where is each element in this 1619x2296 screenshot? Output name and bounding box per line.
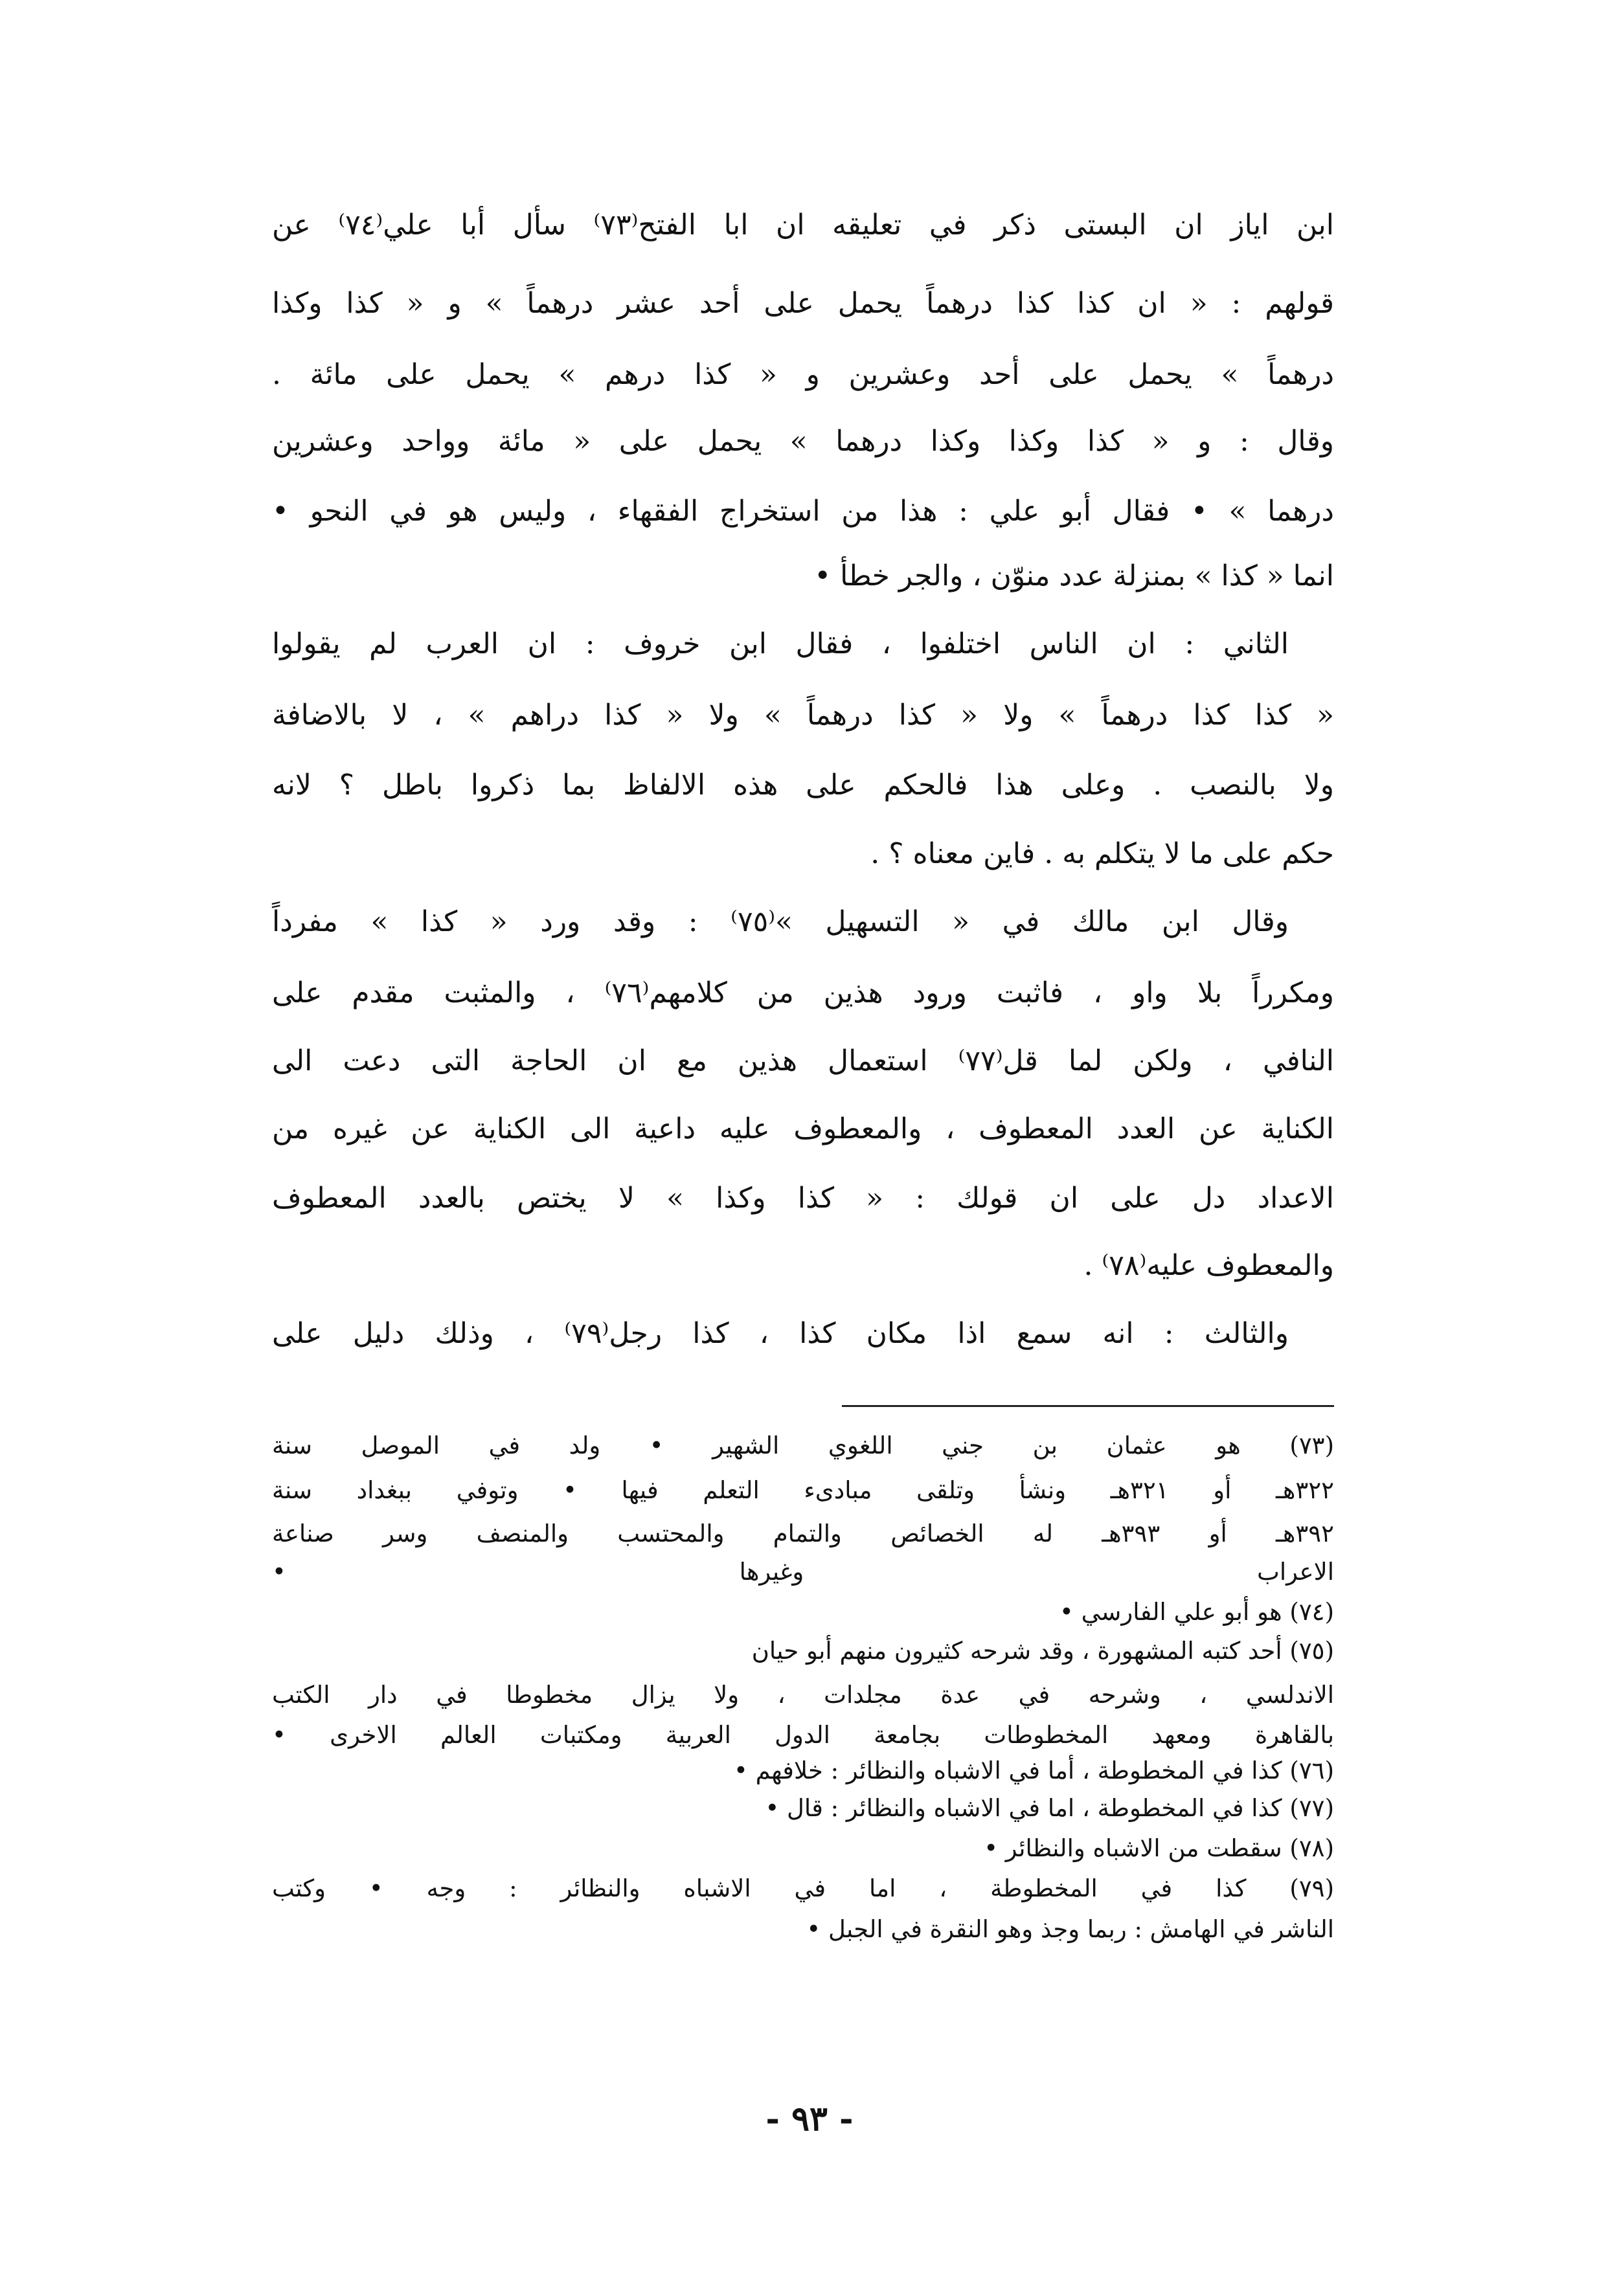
footnote-line: ٣٩٢هـ أو ٣٩٣هـ له الخصائص والتمام والمحتسب والمنصف وسر صناعة	[272, 1520, 1334, 1548]
footnote-line: (٧٧) كذا في المخطوطة ، اما في الاشباه والنظائر : قال •	[765, 1794, 1334, 1822]
body-line: النافي ، ولكن لما قل⁽٧٧⁾ استعمال هذين مع ان الحاجة التى دعت الى	[272, 1044, 1335, 1077]
footnote-line: الاعراب وغيرها •	[272, 1558, 1334, 1586]
body-line: حكم على ما لا يتكلم به . فاين معناه ؟ .	[870, 837, 1334, 870]
body-line: ولا بالنصب . وعلى هذا فالحكم على هذه الالفاظ بما ذكروا باطل ؟ لانه	[272, 769, 1334, 802]
body-line: درهماً » يحمل على أحد وعشرين و « كذا درهم » يحمل على مائة .	[272, 358, 1334, 391]
body-line: والثالث : انه سمع اذا مكان كذا ، كذا رجل⁽٧٩⁾ ، وذلك دليل على	[272, 1317, 1289, 1350]
body-line: « كذا كذا درهماً » ولا « كذا درهماً » ولا « كذا دراهم » ، لا بالاضافة	[272, 699, 1334, 732]
footnote-line: (٧٤) هو أبو علي الفارسي •	[1059, 1598, 1334, 1626]
body-line: الثاني : ان الناس اختلفوا ، فقال ابن خروف : ان العرب لم يقولوا	[272, 627, 1289, 660]
body-line: قولهم : « ان كذا كذا درهماً يحمل على أحد عشر درهماً » و « كذا وكذا	[272, 287, 1334, 320]
body-line: وقال : و « كذا وكذا وكذا درهما » يحمل على « مائة وواحد وعشرين	[272, 425, 1334, 458]
footnote-line: (٧٨) سقطت من الاشباه والنظائر •	[984, 1834, 1334, 1862]
body-line: والمعطوف عليه⁽٧٨⁾ .	[1083, 1249, 1334, 1282]
footnote-line: (٧٩) كذا في المخطوطة ، اما في الاشباه والنظائر : وجه • وكتب	[272, 1874, 1334, 1902]
footnote-line: الناشر في الهامش : ربما وجذ وهو النقرة في الجبل •	[806, 1915, 1334, 1943]
page-number: - ٩٣ -	[765, 2099, 854, 2139]
body-line: الاعداد دل على ان قولك : « كذا وكذا » لا يختص بالعدد المعطوف	[272, 1182, 1334, 1215]
body-line: ابن اياز ان البستى ذكر في تعليقه ان ابا الفتح⁽٧٣⁾ سأل أبا علي⁽٧٤⁾ عن	[272, 208, 1335, 242]
body-line: انما « كذا » بمنزلة عدد منوّن ، والجر خطأ •	[814, 559, 1334, 592]
footnote-line: (٧٣) هو عثمان بن جني اللغوي الشهير • ولد في الموصل سنة	[272, 1432, 1334, 1459]
body-line: ومكرراً بلا واو ، فاثبت ورود هذين من كلامهم⁽٧٦⁾ ، والمثبت مقدم على	[272, 976, 1334, 1009]
footnote-line: ٣٢٢هـ أو ٣٢١هـ ونشأ وتلقى مبادىء التعلم فيها • وتوفي ببغداد سنة	[272, 1476, 1334, 1504]
footnote-line: (٧٥) أحد كتبه المشهورة ، وقد شرحه كثيرون منهم أبو حيان	[751, 1637, 1334, 1665]
footnote-separator	[842, 1405, 1334, 1407]
footnote-line: (٧٦) كذا في المخطوطة ، أما في الاشباه والنظائر : خلافهم •	[734, 1757, 1334, 1784]
body-line: وقال ابن مالك في « التسهيل »⁽٧٥⁾ : وقد ورد « كذا » مفرداً	[272, 905, 1289, 938]
footnote-line: بالقاهرة ومعهد المخطوطات بجامعة الدول العربية ومكتبات العالم الاخرى •	[272, 1721, 1334, 1749]
footnote-line: الاندلسي ، وشرحه في عدة مجلدات ، ولا يزال مخطوطا في دار الكتب	[272, 1681, 1334, 1709]
body-line: الكناية عن العدد المعطوف ، والمعطوف عليه داعية الى الكناية عن غيره من	[272, 1112, 1334, 1145]
body-line: درهما » • فقال أبو علي : هذا من استخراج الفقهاء ، وليس هو في النحو •	[272, 495, 1334, 528]
